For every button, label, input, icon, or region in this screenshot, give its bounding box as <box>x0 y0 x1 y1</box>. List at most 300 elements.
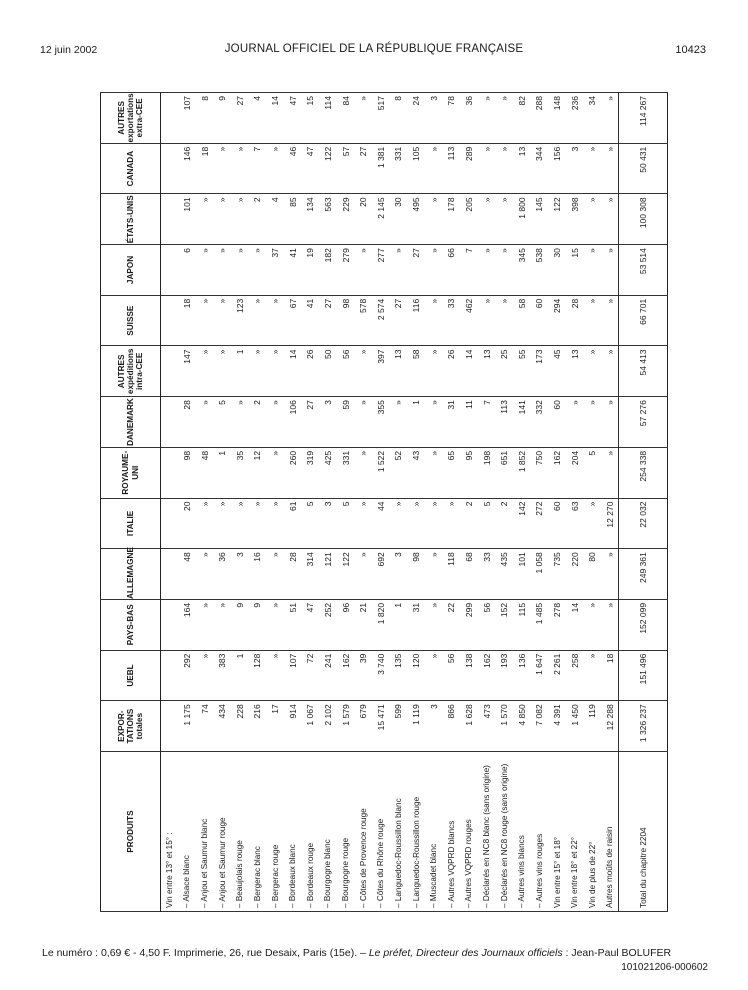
value-cell: » <box>196 295 214 346</box>
value-cell: » <box>196 650 214 701</box>
value-cell: 57 <box>337 143 355 194</box>
value-cell: 15 471 <box>372 701 390 752</box>
value-cell: » <box>584 650 602 701</box>
value-cell <box>161 498 179 549</box>
value-cell: » <box>196 346 214 397</box>
value-cell: 1 <box>407 397 425 448</box>
value-cell: 220 <box>566 549 584 600</box>
value-cell: 56 <box>478 599 496 650</box>
value-cell: 152 <box>495 599 513 650</box>
value-cell: 1 <box>213 447 231 498</box>
value-cell: » <box>249 346 267 397</box>
value-cell: 278 <box>548 599 566 650</box>
table-header-row <box>101 93 161 912</box>
value-cell: » <box>478 295 496 346</box>
value-cell: 85 <box>284 194 302 245</box>
column-header: ALLEMAGNE <box>101 549 161 600</box>
table-row <box>266 93 284 912</box>
value-cell: 4 850 <box>513 701 531 752</box>
value-cell: 7 <box>460 245 478 296</box>
value-cell <box>161 599 179 650</box>
value-cell: 138 <box>460 650 478 701</box>
value-cell: 5 <box>478 498 496 549</box>
value-cell: » <box>601 397 619 448</box>
value-cell: 13 <box>566 346 584 397</box>
value-cell: 101 <box>513 549 531 600</box>
value-cell: » <box>584 498 602 549</box>
value-cell: » <box>495 295 513 346</box>
column-header: AUTRES expéditions intra-CEE <box>101 346 161 397</box>
value-cell: 331 <box>390 143 408 194</box>
value-cell: 3 740 <box>372 650 390 701</box>
value-cell: 27 <box>407 245 425 296</box>
value-cell: » <box>478 143 496 194</box>
value-cell: 27 <box>231 93 249 144</box>
footer-separator: – <box>357 947 369 959</box>
table-row <box>601 93 619 912</box>
value-cell: 113 <box>443 143 461 194</box>
value-cell: 398 <box>566 194 584 245</box>
value-cell: » <box>390 397 408 448</box>
table-row <box>196 93 214 912</box>
value-cell: 39 <box>354 650 372 701</box>
value-cell: 279 <box>337 245 355 296</box>
value-cell: » <box>584 245 602 296</box>
value-cell: 260 <box>284 447 302 498</box>
value-cell <box>161 245 179 296</box>
value-cell: » <box>584 143 602 194</box>
product-cell: Vin entre 15° et 18° <box>548 752 566 912</box>
value-cell: 122 <box>548 194 566 245</box>
value-cell: » <box>354 498 372 549</box>
value-cell: 107 <box>284 650 302 701</box>
value-cell: 119 <box>584 701 602 752</box>
table-row <box>443 93 461 912</box>
footer-price: Le numéro : 0,69 € - 4,50 F. Imprimerie, 26, rue Desaix, Paris (15e). <box>42 947 358 959</box>
table-row <box>460 93 478 912</box>
value-cell: 82 <box>513 93 531 144</box>
value-cell: 294 <box>548 295 566 346</box>
value-cell: » <box>478 93 496 144</box>
value-cell: 66 <box>443 245 461 296</box>
value-cell: » <box>425 650 443 701</box>
value-cell: » <box>584 346 602 397</box>
value-cell: 1 058 <box>531 549 549 600</box>
value-cell: 3 <box>390 549 408 600</box>
table-row <box>213 93 231 912</box>
product-cell: – Bourgogne blanc <box>319 752 337 912</box>
value-cell: 128 <box>249 650 267 701</box>
value-cell: » <box>390 498 408 549</box>
product-cell: – Autres VQPRD blancs <box>443 752 461 912</box>
value-cell: 2 <box>249 194 267 245</box>
value-cell: 48 <box>178 549 196 600</box>
total-row <box>619 93 668 912</box>
value-cell: 162 <box>478 650 496 701</box>
value-cell: 332 <box>531 397 549 448</box>
value-cell: 31 <box>407 599 425 650</box>
value-cell: 17 <box>266 701 284 752</box>
value-cell: 141 <box>513 397 531 448</box>
value-cell: » <box>354 549 372 600</box>
value-cell: 1 119 <box>407 701 425 752</box>
value-cell: » <box>266 498 284 549</box>
value-cell: 121 <box>319 549 337 600</box>
product-cell: Vin entre 18° et 22° <box>566 752 584 912</box>
value-cell: 84 <box>337 93 355 144</box>
table-row <box>337 93 355 912</box>
value-cell: 148 <box>548 93 566 144</box>
value-cell: 156 <box>548 143 566 194</box>
value-cell: » <box>601 245 619 296</box>
value-cell: 9 <box>231 599 249 650</box>
value-cell: 229 <box>337 194 355 245</box>
value-cell: 8 <box>196 93 214 144</box>
value-cell: 24 <box>407 93 425 144</box>
footer-line <box>42 947 671 959</box>
column-header: AUTRES exportations extra-CEE <box>101 93 161 144</box>
table-row <box>319 93 337 912</box>
column-header: PAYS-BAS <box>101 599 161 650</box>
value-cell: 106 <box>284 397 302 448</box>
value-cell: » <box>249 295 267 346</box>
value-cell: 9 <box>213 93 231 144</box>
value-cell: 20 <box>178 498 196 549</box>
value-cell: 55 <box>513 346 531 397</box>
value-cell: 12 <box>249 447 267 498</box>
column-header: ROYAUME-UNI <box>101 447 161 498</box>
value-cell: 236 <box>566 93 584 144</box>
value-cell: 241 <box>319 650 337 701</box>
value-cell: » <box>495 143 513 194</box>
column-header: DANEMARK <box>101 397 161 448</box>
value-cell: 27 <box>319 295 337 346</box>
value-cell: 122 <box>319 143 337 194</box>
value-cell: 101 <box>178 194 196 245</box>
value-cell: 1 570 <box>495 701 513 752</box>
value-cell: 12 270 <box>601 498 619 549</box>
total-value: 1 326 237 <box>619 701 668 752</box>
value-cell: 113 <box>495 397 513 448</box>
value-cell: » <box>354 245 372 296</box>
value-cell: » <box>584 397 602 448</box>
value-cell: 162 <box>337 650 355 701</box>
value-cell: 47 <box>284 93 302 144</box>
value-cell: » <box>266 599 284 650</box>
value-cell: » <box>601 295 619 346</box>
value-cell: 20 <box>354 194 372 245</box>
product-cell: – Autres vins rouges <box>531 752 549 912</box>
value-cell: » <box>196 194 214 245</box>
value-cell: 34 <box>584 93 602 144</box>
value-cell: 6 <box>178 245 196 296</box>
value-cell: 1 628 <box>460 701 478 752</box>
value-cell: 15 <box>302 93 320 144</box>
value-cell: 1 <box>390 599 408 650</box>
value-cell: » <box>249 498 267 549</box>
value-cell: 7 <box>249 143 267 194</box>
value-cell: » <box>266 447 284 498</box>
value-cell: 35 <box>231 447 249 498</box>
footer-code: 101021206-000602 <box>621 962 708 973</box>
product-cell: – Languedoc-Roussillon blanc <box>390 752 408 912</box>
value-cell: 3 <box>319 397 337 448</box>
page-title: JOURNAL OFFICIEL DE LA RÉPUBLIQUE FRANÇAISE <box>224 43 524 55</box>
value-cell: 258 <box>566 650 584 701</box>
value-cell: 80 <box>584 549 602 600</box>
column-header: CANADA <box>101 143 161 194</box>
value-cell: » <box>425 447 443 498</box>
table-row <box>302 93 320 912</box>
value-cell: » <box>425 498 443 549</box>
value-cell <box>161 93 179 144</box>
value-cell: 289 <box>460 143 478 194</box>
value-cell: 164 <box>178 599 196 650</box>
rotated-table-container <box>100 92 668 912</box>
value-cell: » <box>495 194 513 245</box>
value-cell: » <box>390 245 408 296</box>
table-row <box>178 93 196 912</box>
value-cell: 5 <box>337 498 355 549</box>
value-cell: 36 <box>460 93 478 144</box>
value-cell: 563 <box>319 194 337 245</box>
value-cell: 68 <box>460 549 478 600</box>
page-number: 10423 <box>675 44 706 56</box>
product-cell: – Bordeaux rouge <box>302 752 320 912</box>
value-cell: 27 <box>390 295 408 346</box>
value-cell: 299 <box>460 599 478 650</box>
value-cell: » <box>425 346 443 397</box>
total-value: 151 496 <box>619 650 668 701</box>
column-header: ÉTATS-UNIS <box>101 194 161 245</box>
value-cell: » <box>601 599 619 650</box>
value-cell: 1 820 <box>372 599 390 650</box>
value-cell: 67 <box>284 295 302 346</box>
value-cell: 14 <box>566 599 584 650</box>
value-cell: 182 <box>319 245 337 296</box>
value-cell: 3 <box>231 549 249 600</box>
value-cell: » <box>601 194 619 245</box>
table-row <box>372 93 390 912</box>
value-cell <box>161 143 179 194</box>
value-cell: 750 <box>531 447 549 498</box>
value-cell: » <box>196 599 214 650</box>
value-cell: 47 <box>302 143 320 194</box>
table-row <box>566 93 584 912</box>
value-cell: 58 <box>407 346 425 397</box>
product-cell: – Alsace blanc <box>178 752 196 912</box>
product-cell: – Déclarés en NC8 blanc (sans origine) <box>478 752 496 912</box>
value-cell: » <box>478 194 496 245</box>
value-cell: 288 <box>531 93 549 144</box>
value-cell: 495 <box>407 194 425 245</box>
total-value: 254 338 <box>619 447 668 498</box>
value-cell: 15 <box>566 245 584 296</box>
total-value: 249 361 <box>619 549 668 600</box>
value-cell: » <box>601 93 619 144</box>
value-cell: 72 <box>302 650 320 701</box>
exports-table <box>100 92 668 912</box>
value-cell <box>161 549 179 600</box>
value-cell: 98 <box>178 447 196 498</box>
table-row <box>478 93 496 912</box>
value-cell: » <box>213 143 231 194</box>
value-cell: » <box>425 599 443 650</box>
value-cell: 2 <box>495 498 513 549</box>
value-cell: 36 <box>213 549 231 600</box>
value-cell: 1 852 <box>513 447 531 498</box>
value-cell: » <box>196 397 214 448</box>
value-cell: 45 <box>548 346 566 397</box>
value-cell: 116 <box>407 295 425 346</box>
value-cell: 4 391 <box>548 701 566 752</box>
value-cell: » <box>601 346 619 397</box>
value-cell: 118 <box>443 549 461 600</box>
column-header: UEBL <box>101 650 161 701</box>
value-cell: 30 <box>548 245 566 296</box>
value-cell: 272 <box>531 498 549 549</box>
value-cell: 1 579 <box>337 701 355 752</box>
total-value: 100 308 <box>619 194 668 245</box>
value-cell: » <box>425 194 443 245</box>
value-cell: » <box>231 143 249 194</box>
value-cell: » <box>601 143 619 194</box>
value-cell: » <box>354 346 372 397</box>
value-cell: 228 <box>231 701 249 752</box>
value-cell: » <box>495 245 513 296</box>
value-cell: 651 <box>495 447 513 498</box>
value-cell: 178 <box>443 194 461 245</box>
value-cell: 63 <box>566 498 584 549</box>
value-cell: » <box>495 93 513 144</box>
value-cell: 44 <box>372 498 390 549</box>
value-cell: 1 381 <box>372 143 390 194</box>
product-cell: – Bourgogne rouge <box>337 752 355 912</box>
column-header: JAPON <box>101 245 161 296</box>
value-cell: 7 <box>478 397 496 448</box>
value-cell: 33 <box>478 549 496 600</box>
value-cell: » <box>231 245 249 296</box>
value-cell: 1 485 <box>531 599 549 650</box>
value-cell: 193 <box>495 650 513 701</box>
value-cell: 5 <box>302 498 320 549</box>
value-cell: » <box>213 346 231 397</box>
value-cell: » <box>478 245 496 296</box>
value-cell: 4 <box>266 194 284 245</box>
table-row <box>249 93 267 912</box>
value-cell: 692 <box>372 549 390 600</box>
product-cell: – Autres vins blancs <box>513 752 531 912</box>
value-cell: 9 <box>249 599 267 650</box>
value-cell: 331 <box>337 447 355 498</box>
footer-name: : Jean-Paul BOLUFER <box>562 947 672 959</box>
total-value: 57 276 <box>619 397 668 448</box>
value-cell: 2 574 <box>372 295 390 346</box>
value-cell: 31 <box>443 397 461 448</box>
table-row <box>231 93 249 912</box>
product-cell: – Autres VQPRD rouges <box>460 752 478 912</box>
value-cell: » <box>584 194 602 245</box>
value-cell: 58 <box>513 295 531 346</box>
value-cell: 28 <box>284 549 302 600</box>
value-cell: » <box>425 397 443 448</box>
value-cell: 1 800 <box>513 194 531 245</box>
value-cell: 462 <box>460 295 478 346</box>
value-cell: 18 <box>178 295 196 346</box>
value-cell: 434 <box>213 701 231 752</box>
value-cell: » <box>231 498 249 549</box>
value-cell: 473 <box>478 701 496 752</box>
table-row <box>584 93 602 912</box>
value-cell: 145 <box>531 194 549 245</box>
value-cell: 51 <box>284 599 302 650</box>
header-date: 12 juin 2002 <box>40 44 98 56</box>
value-cell: » <box>213 498 231 549</box>
value-cell: 866 <box>443 701 461 752</box>
value-cell: 50 <box>319 346 337 397</box>
value-cell: 425 <box>319 447 337 498</box>
value-cell: 435 <box>495 549 513 600</box>
value-cell: 122 <box>337 549 355 600</box>
product-cell: Vin de plus de 22° <box>584 752 602 912</box>
value-cell: 735 <box>548 549 566 600</box>
value-cell: 162 <box>548 447 566 498</box>
value-cell: » <box>584 295 602 346</box>
product-cell: – Déclarés en NC8 rouge (sans origine) <box>495 752 513 912</box>
value-cell: 60 <box>548 498 566 549</box>
value-cell: » <box>266 295 284 346</box>
table-row <box>284 93 302 912</box>
value-cell: 16 <box>249 549 267 600</box>
total-value: 22 032 <box>619 498 668 549</box>
value-cell: 26 <box>443 346 461 397</box>
column-header: ITALIE <box>101 498 161 549</box>
value-cell: 599 <box>390 701 408 752</box>
value-cell: » <box>584 599 602 650</box>
value-cell: 4 <box>249 93 267 144</box>
value-cell: 115 <box>513 599 531 650</box>
product-cell: Vin entre 13° et 15° : <box>161 752 179 912</box>
value-cell: » <box>425 143 443 194</box>
table-row <box>513 93 531 912</box>
value-cell: 13 <box>478 346 496 397</box>
value-cell: 314 <box>302 549 320 600</box>
value-cell: » <box>354 447 372 498</box>
value-cell: 14 <box>266 93 284 144</box>
value-cell: 13 <box>513 143 531 194</box>
product-cell: Autres moûts de raisin <box>601 752 619 912</box>
total-value: 114 267 <box>619 93 668 144</box>
value-cell <box>161 346 179 397</box>
value-cell: 1 647 <box>531 650 549 701</box>
product-cell: – Bergerac blanc <box>249 752 267 912</box>
total-value: 53 514 <box>619 245 668 296</box>
table-row <box>531 93 549 912</box>
value-cell: 5 <box>584 447 602 498</box>
value-cell: 78 <box>443 93 461 144</box>
value-cell: 19 <box>302 245 320 296</box>
value-cell <box>161 295 179 346</box>
value-cell: 98 <box>407 549 425 600</box>
total-label: Total du chapitre 2204 <box>619 752 668 912</box>
value-cell: » <box>196 549 214 600</box>
value-cell: 56 <box>443 650 461 701</box>
column-header: EXPOR-TATIONS totales <box>101 701 161 752</box>
footer-director: Le préfet, Directeur des Journaux officiels <box>368 947 563 959</box>
value-cell: » <box>425 295 443 346</box>
table-row <box>495 93 513 912</box>
value-cell: 205 <box>460 194 478 245</box>
